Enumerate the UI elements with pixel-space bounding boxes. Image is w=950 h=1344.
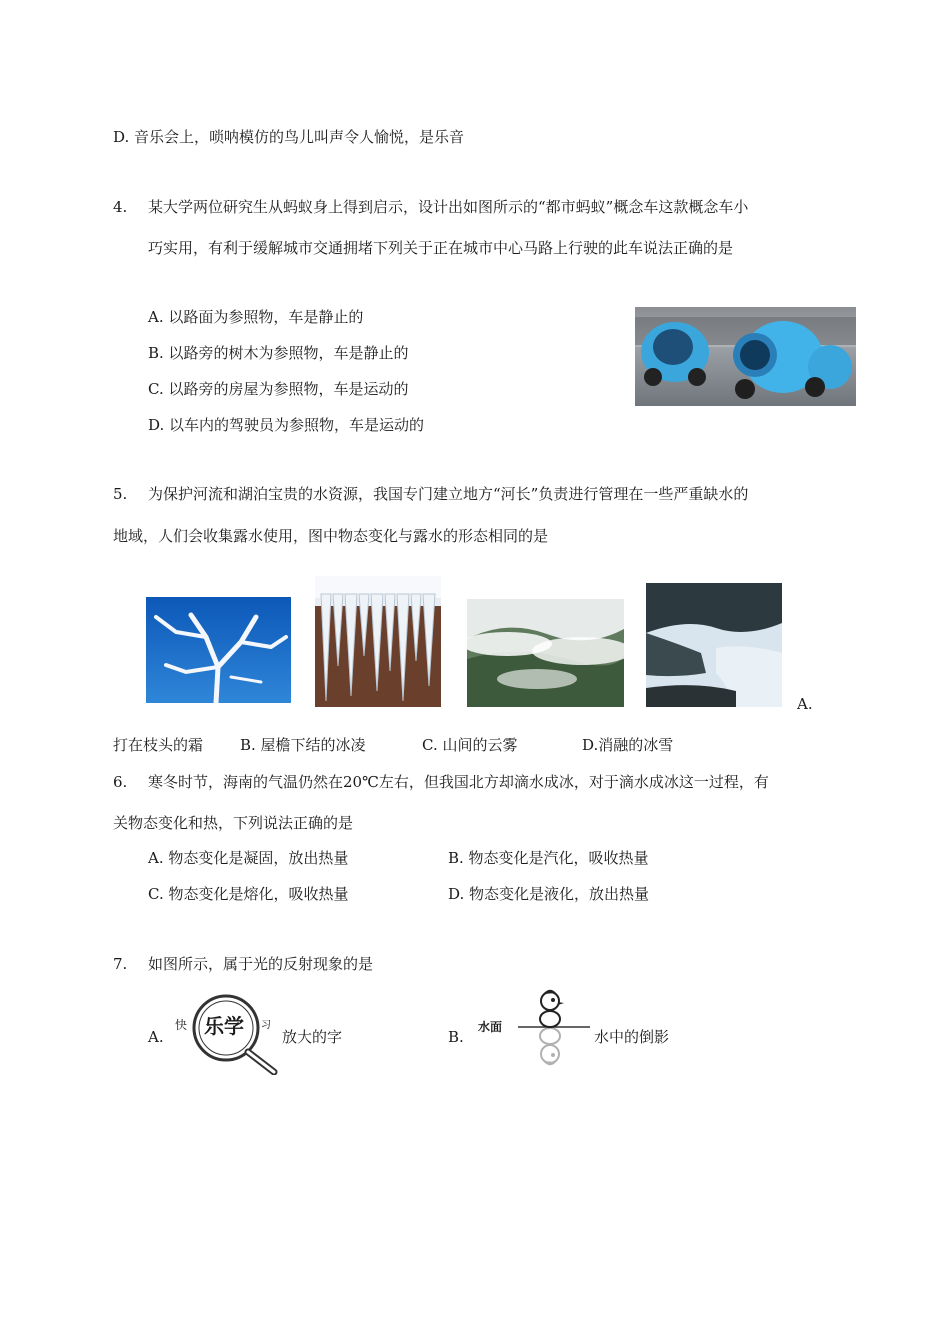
q6-option-d: D. 物态变化是液化，放出热量 [448, 885, 650, 903]
q5-stem-line1: 为保护河流和湖泊宝贵的水资源，我国专门建立地方“河长”负责进行管理在一些严重缺水的 [148, 485, 749, 503]
q4-option-a: A. 以路面为参照物，车是静止的 [148, 308, 364, 326]
icicles-photo [315, 576, 441, 707]
q6-number: 6. [113, 773, 128, 791]
q7-option-b-label: B. [448, 1028, 464, 1046]
magnifier-lens-text: 乐学 [204, 1014, 244, 1038]
q7-option-a-caption: 放大的字 [282, 1028, 343, 1046]
q6-option-c: C. 物态变化是熔化，吸收热量 [148, 885, 349, 903]
melting-snow-photo [646, 583, 782, 707]
q4-option-d: D. 以车内的驾驶员为参照物，车是运动的 [148, 416, 425, 434]
q7-number: 7. [113, 955, 128, 973]
q5-caption-a: 打在枝头的霜 [113, 736, 204, 754]
q5-stem-line2: 地域，人们会收集露水使用，图中物态变化与露水的形态相同的是 [113, 527, 549, 545]
q4-number: 4. [113, 198, 128, 216]
q6-stem-line2: 关物态变化和热，下列说法正确的是 [113, 814, 354, 832]
magnifier-right-char: 习 [261, 1020, 271, 1031]
magnifier-left-char: 快 [175, 1018, 188, 1032]
q5-number: 5. [113, 485, 128, 503]
q7-stem: 如图所示，属于光的反射现象的是 [148, 955, 374, 973]
q7-option-b-caption: 水中的倒影 [594, 1028, 670, 1046]
q6-option-b: B. 物态变化是汽化，吸收热量 [448, 849, 649, 867]
q5-caption-b: B. 屋檐下结的冰凌 [240, 736, 366, 754]
mountain-fog-photo [467, 599, 624, 707]
q5-caption-d: D.消融的冰雪 [582, 736, 674, 754]
q4-option-b: B. 以路旁的树木为参照物，车是静止的 [148, 344, 409, 362]
q6-stem-line1: 寒冬时节，海南的气温仍然在20℃左右，但我国北方却滴水成冰，对于滴水成冰这一过程，有 [148, 773, 769, 791]
q4-stem-line2: 巧实用，有利于缓解城市交通拥堵下列关于正在城市中心马路上行驶的此车说法正确的是 [148, 239, 734, 257]
frost-branch-photo [146, 597, 291, 703]
q4-stem-line1: 某大学两位研究生从蚂蚁身上得到启示，设计出如图所示的“都市蚂蚁”概念车这款概念车小 [148, 198, 749, 216]
q4-option-c: C. 以路旁的房屋为参照物，车是运动的 [148, 380, 409, 398]
q5-caption-c: C. 山间的云雾 [422, 736, 518, 754]
magnifier-illustration [174, 990, 279, 1075]
q5-trailing-label: A. [797, 695, 813, 713]
q7-option-a-label: A. [148, 1028, 164, 1046]
concept-car-photo [635, 307, 856, 406]
q3-option-d: D. 音乐会上，唢呐模仿的鸟儿叫声令人愉悦，是乐音 [113, 128, 465, 146]
reflection-illustration [476, 986, 592, 1076]
water-surface-label: 水面 [478, 1020, 503, 1034]
q6-option-a: A. 物态变化是凝固，放出热量 [148, 849, 349, 867]
